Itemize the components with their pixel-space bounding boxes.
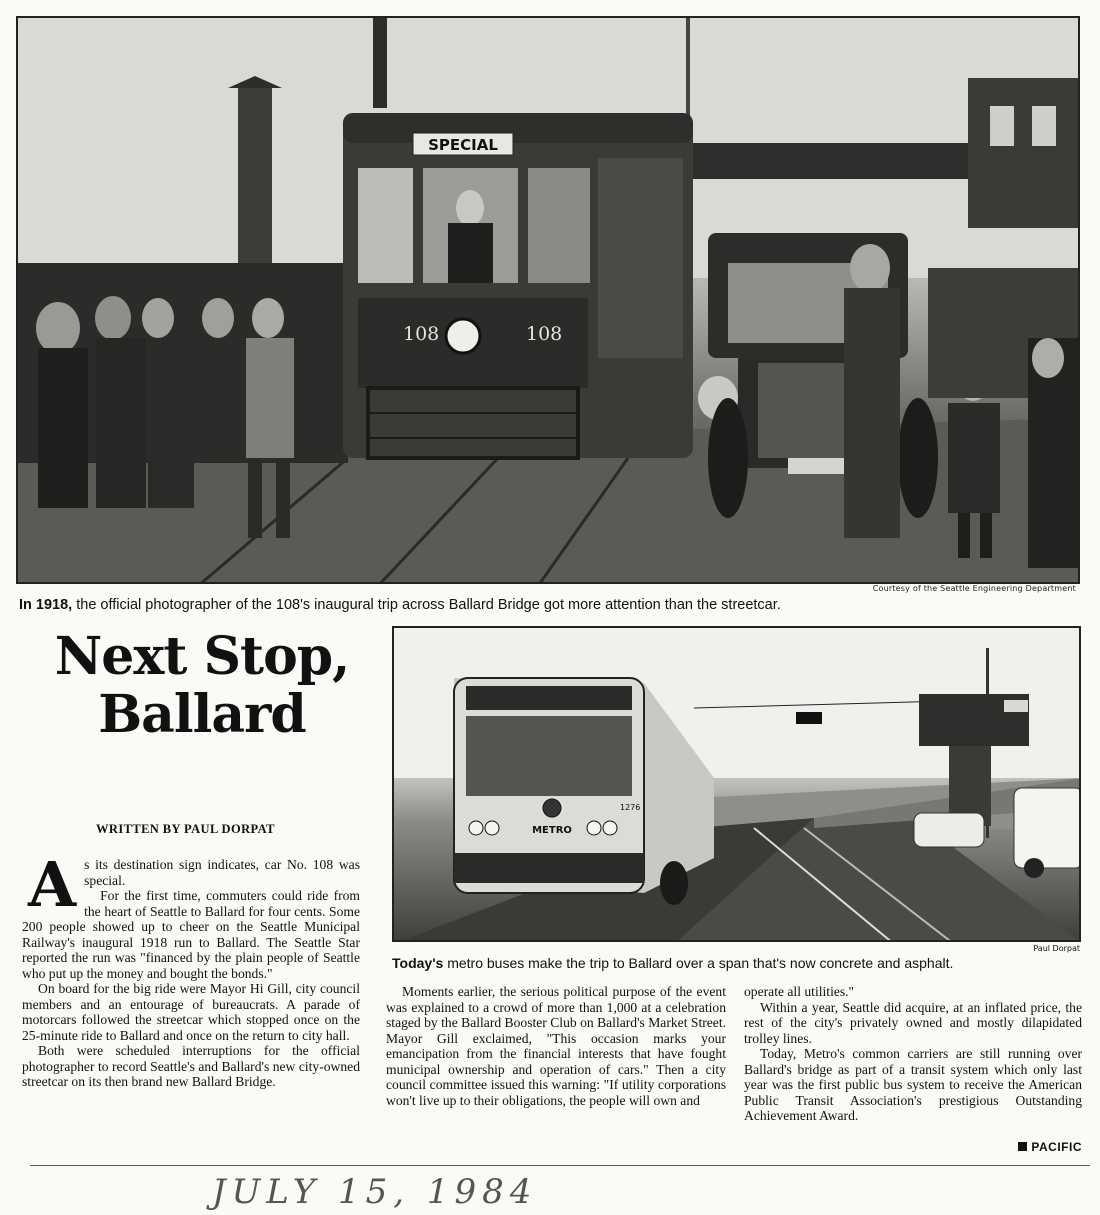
photo-credit-top: Courtesy of the Seattle Engineering Department xyxy=(872,584,1076,593)
square-bullet-icon xyxy=(1018,1142,1027,1151)
headline-line-2: Ballard xyxy=(98,684,306,745)
bus-number: 1276 xyxy=(620,803,641,812)
paragraph: Both were scheduled interruptions for the official photographer to record Seattle's and Ballard's new city-owned streetcar on its then brand new Ballard Bridge. xyxy=(22,1043,360,1089)
paragraph: Moments earlier, the serious political purpose of the event was explained to a crowd of more than 1,000 at a celebration staged by the Ballard Booster Club on Ballard's Market Street. Mayor Gill exclaimed, "This occasion marks your emancipation from the financial interests that have fought municipal ownership and operation of cars." Then a city council committee issued this warning: "If utility corporations won't live up to their obligations, the people will own and xyxy=(386,984,726,1108)
byline: WRITTEN BY PAUL DORPAT xyxy=(96,822,275,836)
paragraph: Today, Metro's common carriers are still running over Ballard's bridge as part of a transit system which only last year was the first public bus system to receive the American Public Transit Association's prestigious Outstanding Achievement Award. xyxy=(744,1046,1082,1123)
car-number-left: 108 xyxy=(403,323,440,345)
paragraph: s its destination sign indicates, car No. 108 was special. xyxy=(84,857,360,888)
car-number-right: 108 xyxy=(526,323,563,345)
drop-cap: A xyxy=(28,848,77,921)
bus-logo: METRO xyxy=(532,825,572,836)
caption-text-bus: metro buses make the trip to Ballard over a span that's now concrete and asphalt. xyxy=(443,955,954,971)
section-tag-label: PACIFIC xyxy=(1031,1140,1082,1154)
page-rule xyxy=(30,1165,1090,1166)
photo-caption-top xyxy=(19,597,1084,613)
article-column-2 xyxy=(386,984,726,1108)
paragraph: For the first time, commuters could ride from the heart of Seattle to Ballard for four cents. Some 200 people showed up to cheer on the Seattle Municipal Railway's inaugural 1918 run to Ballard. The Seattle Star reported the run was "financed by the plain people of Seattle who put up the money and bought the bonds." xyxy=(22,888,360,981)
caption-lead-top: In 1918, xyxy=(19,597,73,613)
article-column-3 xyxy=(744,984,1082,1124)
streetcar-photo xyxy=(16,16,1080,584)
handwritten-date: JULY 15, 1984 xyxy=(212,1172,538,1212)
caption-lead-bus: Today's xyxy=(392,955,444,971)
headline xyxy=(22,628,382,744)
photo-credit-bus: Paul Dorpat xyxy=(1033,944,1080,953)
paragraph: On board for the big ride were Mayor Hi Gill, city council members and an entourage of bureaucrats. A parade of motorcars followed the streetcar which stopped once on the 25-minute ride to Ballard and once on the return to city hall. xyxy=(22,981,360,1043)
section-tag xyxy=(1018,1140,1082,1154)
destination-sign: SPECIAL xyxy=(428,136,498,154)
photo-caption-bus xyxy=(392,955,1084,971)
article-column-1 xyxy=(22,848,360,1090)
paragraph: Within a year, Seattle did acquire, at an inflated price, the rest of the city's privately owned and mostly dilapidated trolley lines. xyxy=(744,999,1082,1046)
caption-text-top: the official photographer of the 108's inaugural trip across Ballard Bridge got more attention than the streetcar. xyxy=(72,597,781,613)
bus-photo xyxy=(392,626,1081,942)
headline-line-1: Next Stop, xyxy=(54,626,350,687)
paragraph: operate all utilities." xyxy=(744,984,855,999)
